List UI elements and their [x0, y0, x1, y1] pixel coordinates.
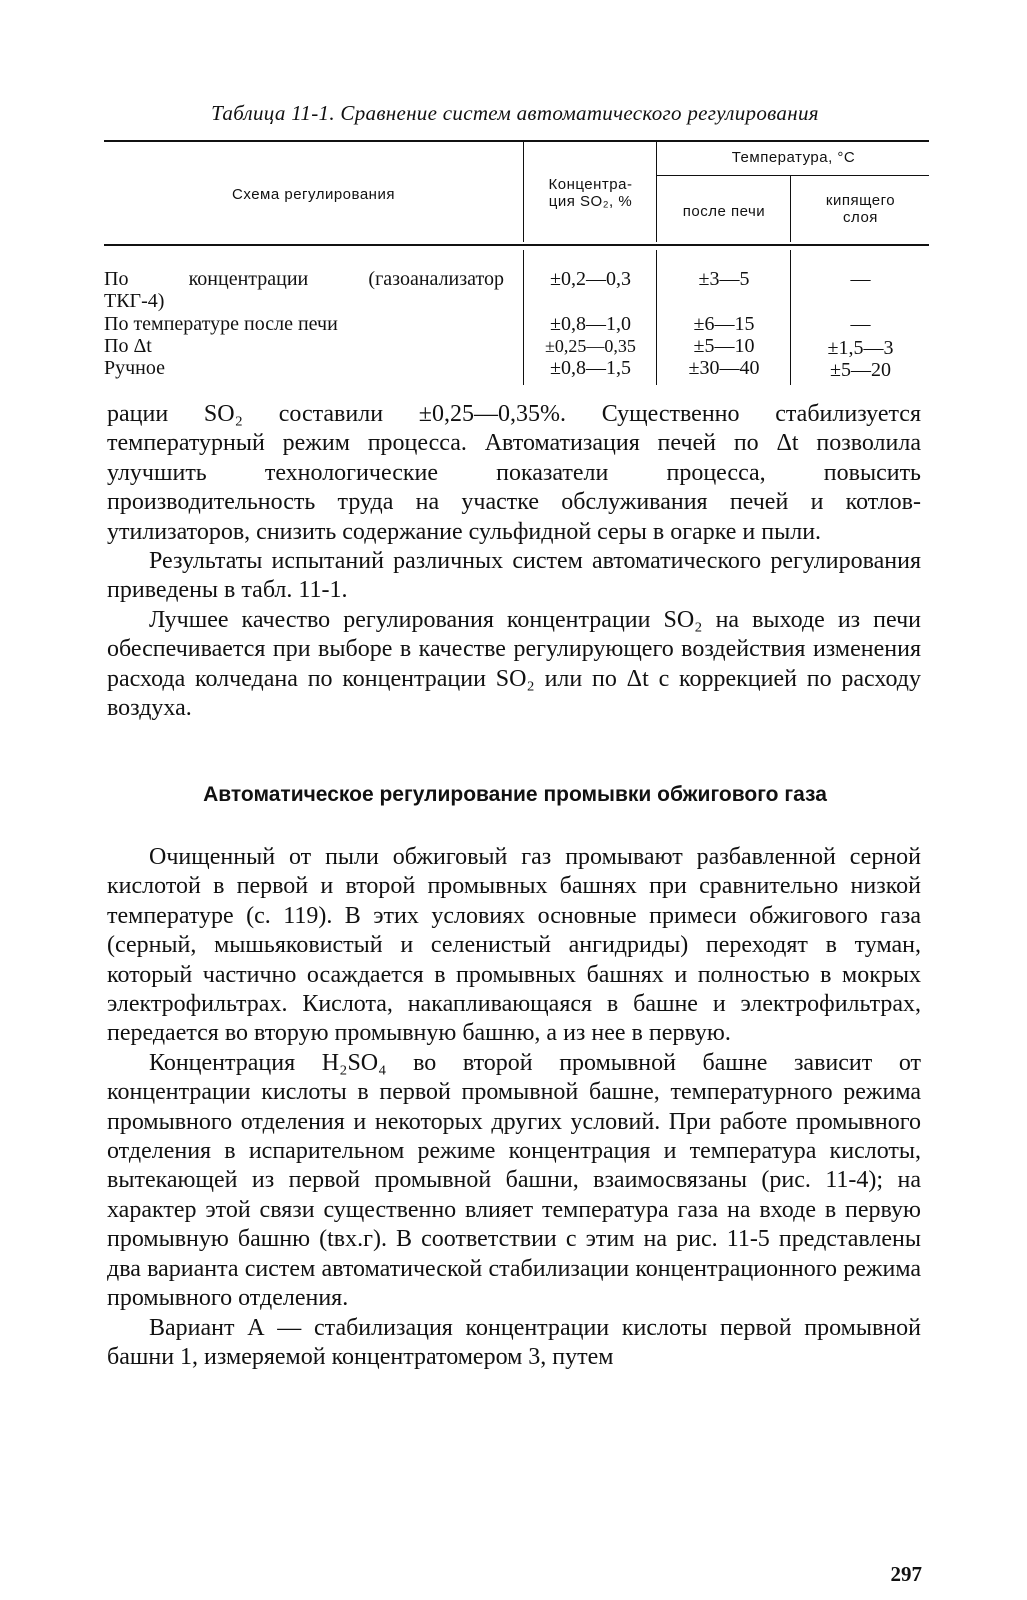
header-boiling-line1: кипящего [825, 192, 896, 209]
paragraph-washing: Очищенный от пыли обжиговый газ промывают разбавленной серной кислотой в первой и второй промывных башнях при сравнительно низкой температуре (с. 119). В этих условиях основные примеси обжигового газа (серный, мышьяковистый и селенистый ангидриды) переходят в туман, который частично осаждается в промывных башнях и полностью в мокрых электрофильтрах. Кислота, накапливающаяся в башне и электрофильтрах, передается во вторую промывную башню, а из нее в первую. [107, 844, 921, 1047]
header-bottom-rule [104, 244, 929, 246]
header-concentration-line1: Концентра- [548, 176, 633, 193]
header-divider-1 [523, 140, 524, 242]
section-heading: Автоматическое регулирование промывки обжигового газа [203, 783, 827, 806]
header-boiling-line2: слоя [843, 209, 878, 226]
row4-concentration: ±0,8—1,5 [550, 357, 631, 379]
header-divider-2 [656, 140, 657, 242]
row1-boiling-layer: — [850, 268, 871, 290]
table-caption: Таблица 11-1. Сравнение систем автоматического регулирования [211, 101, 819, 125]
page-number: 297 [890, 1562, 922, 1586]
temp-subheader-rule [656, 175, 929, 176]
row1-concentration: ±0,2—0,3 [550, 268, 631, 290]
paragraph-continuation: рации SO₂ составили ±0,25—0,35%. Существенно стабилизуется температурный режим процесса. Автоматизация печей по Δt позволила улучшить технологические показатели процесса, повысить производительность труда на участке обслуживания печей и котлов-утилизаторов, снизить содержание сульфидной серы в огарке и пыли. [107, 401, 921, 545]
header-temperature: Температура, °С [731, 149, 856, 166]
body-divider-3 [790, 250, 791, 385]
table-top-rule [104, 140, 929, 142]
paragraph-h2so4-concentration: Концентрация H₂SO₄ во второй промывной башне зависит от концентрации кислоты в первой промывной башне, температурного режима промывного отделения и некоторых других условий. При работе промывного отделения в испарительном режиме концентрация и температура кислоты, вытекающей из первой промывной башни, взаимосвязаны (рис. 11-4); на характер этой связи существенно влияет температура газа на входе в первую промывную башню (tвх.г). В соответствии с этим на рис. 11-5 представлены два варианта систем автоматической стабилизации концентрационного режима промывного отделения. [107, 1049, 921, 1312]
paragraph-results: Результаты испытаний различных систем автоматического регулирования приведены в табл. 11-1. [107, 548, 921, 604]
row3-concentration: ±0,25—0,35 [545, 336, 636, 356]
row1-scheme: По концентрации (газоанализатор [104, 268, 504, 290]
body-divider-1 [523, 250, 524, 385]
paragraph-variant-a: Вариант А — стабилизация концентрации кислоты первой промывной башни 1, измеряемой концентратомером 3, путем [107, 1314, 921, 1370]
header-after-furnace: после печи [682, 203, 766, 220]
row3-after-furnace: ±5—10 [693, 335, 755, 357]
text-block-bottom [107, 843, 921, 1372]
row2-boiling-layer: — [850, 313, 871, 335]
row1-after-furnace: ±3—5 [698, 268, 750, 290]
row4-boiling-layer: ±5—20 [830, 359, 891, 381]
row4-after-furnace: ±30—40 [688, 357, 760, 379]
header-concentration [525, 176, 656, 210]
row2-scheme: По температуре после печи [104, 313, 338, 335]
comparison-table [104, 140, 929, 390]
row1-scheme-cont: ТКГ-4) [104, 290, 165, 312]
text-block-top [107, 400, 921, 723]
row3-scheme: По Δt [104, 335, 152, 357]
row3-boiling-layer: ±1,5—3 [827, 337, 894, 359]
header-concentration-line2: ция SO₂, % [548, 193, 633, 210]
row2-concentration: ±0,8—1,0 [550, 313, 631, 335]
row4-scheme: Ручное [104, 357, 166, 379]
body-divider-2 [656, 250, 657, 385]
header-boiling-layer [792, 192, 929, 226]
paragraph-best-quality: Лучшее качество регулирования концентрации SO₂ на выходе из печи обеспечивается при выборе в качестве регулирующего воздействия изменения расхода колчедана по концентрации SO₂ или по Δt с коррекцией по расходу воздуха. [107, 606, 921, 722]
row2-after-furnace: ±6—15 [693, 313, 755, 335]
header-scheme: Схема регулирования [232, 186, 395, 203]
header-divider-3 [790, 176, 791, 242]
